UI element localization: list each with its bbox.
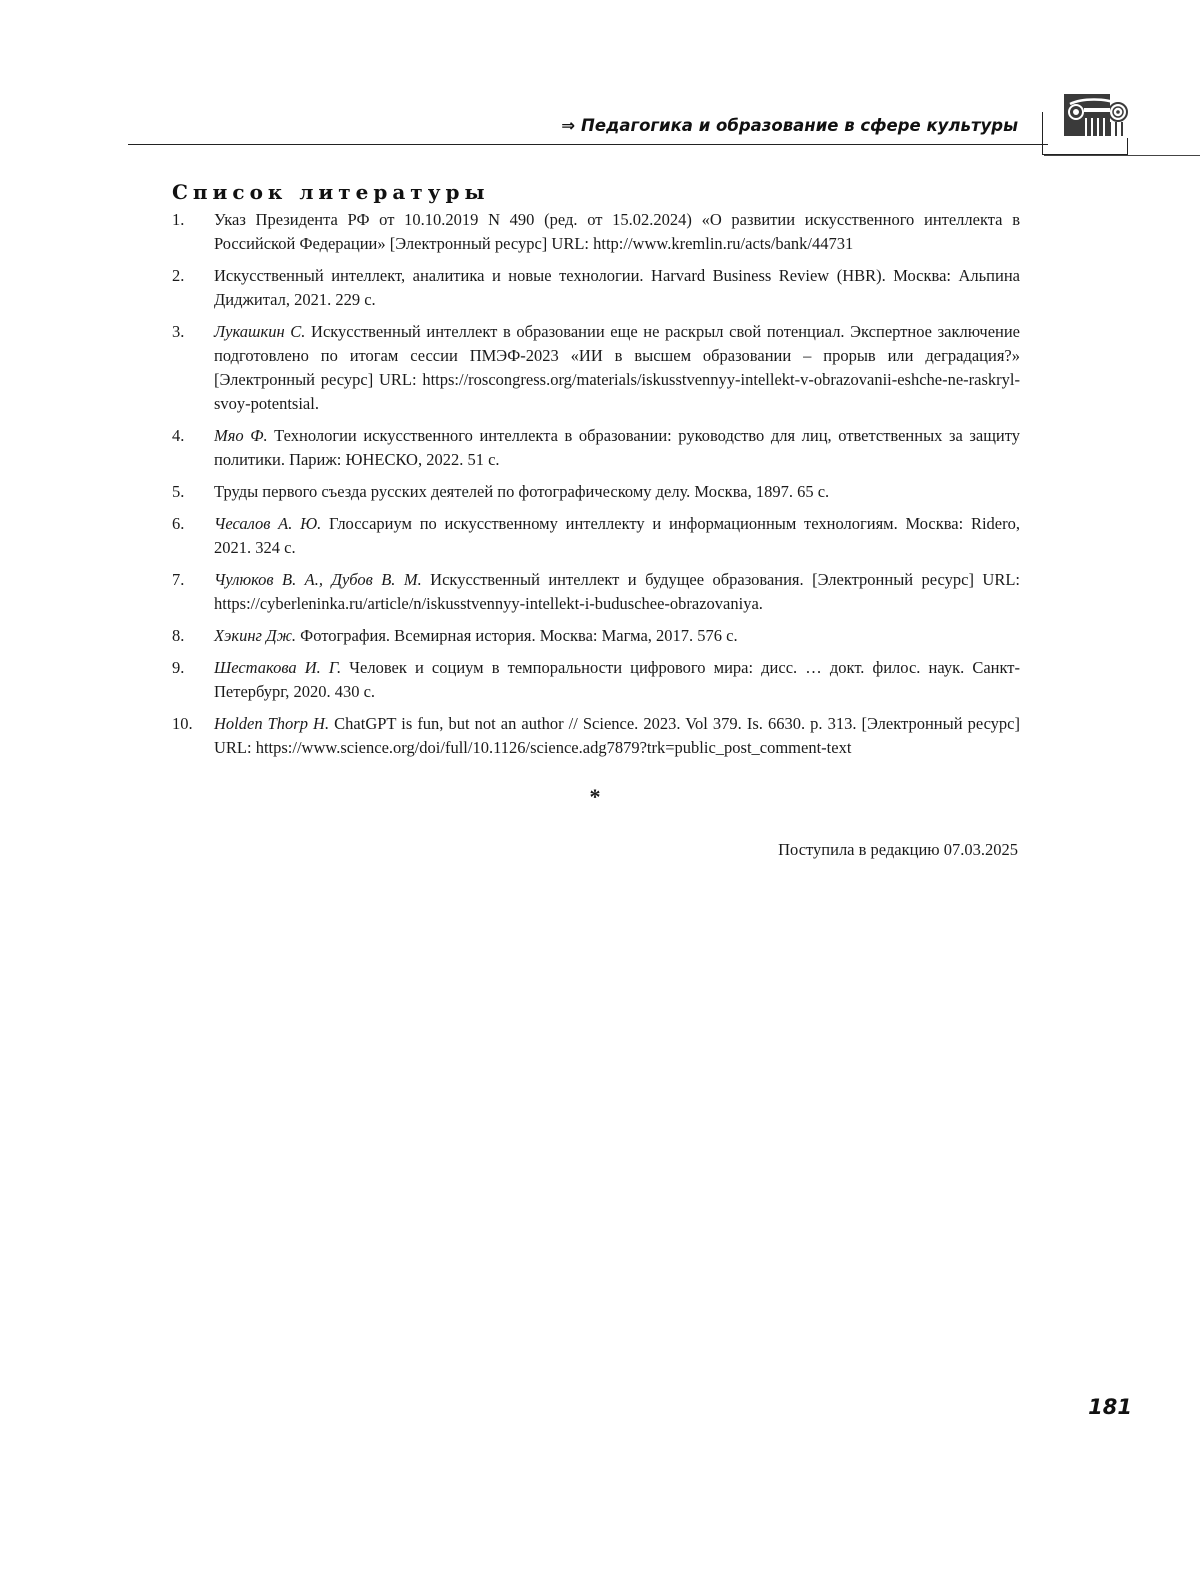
- reference-author: Шестакова И. Г.: [214, 658, 342, 677]
- reference-number: 3.: [172, 322, 185, 341]
- reference-number: 8.: [172, 626, 185, 645]
- reference-item: [172, 208, 1020, 256]
- reference-text: Искусственный интеллект в образовании еще не раскрыл свой потенциал. Экспертное заключение подготовлено по итогам сессии ПМЭФ-2023 «ИИ в высшем образовании – прорыв или деградация?» [Электронный ресурс] URL: https://roscongress.org/materials/iskusstvennyy-intellekt-v-obrazovanii-eshche-ne-raskryl-svoy-potentsial.: [214, 322, 1021, 413]
- ionic-capital-logo-icon: [1062, 92, 1132, 138]
- reference-item: [172, 424, 1020, 472]
- reference-text: ChatGPT is fun, but not an author // Science. 2023. Vol 379. Is. 6630. p. 313. [Электронный ресурс] URL: https://www.science.org/doi/full/10.1126/science.adg7879?trk=public_post_comment-text: [214, 714, 1020, 757]
- reference-item: [172, 264, 1020, 312]
- reference-text: Указ Президента РФ от 10.10.2019 N 490 (ред. от 15.02.2024) «О развитии искусственного интеллекта в Российской Федерации» [Электронный ресурс] URL: http://www.kremlin.ru/acts/bank/44731: [214, 210, 1020, 253]
- received-date: Поступила в редакцию 07.03.2025: [778, 840, 1018, 859]
- reference-author: Чулюков В. А., Дубов В. М.: [214, 570, 422, 589]
- reference-number: 10.: [172, 714, 193, 733]
- reference-author: Мяо Ф.: [214, 426, 268, 445]
- section-separator: *: [589, 784, 601, 809]
- reference-text: Искусственный интеллект, аналитика и новые технологии. Harvard Business Review (HBR). Москва: Альпина Диджитал, 2021. 229 с.: [214, 266, 1020, 309]
- reference-number: 6.: [172, 514, 185, 533]
- reference-item: [172, 512, 1020, 560]
- reference-item: [172, 624, 1020, 648]
- reference-number: 7.: [172, 570, 185, 589]
- reference-text: Труды первого съезда русских деятелей по фотографическому делу. Москва, 1897. 65 с.: [214, 482, 830, 501]
- reference-item: [172, 712, 1020, 760]
- reference-item: [172, 656, 1020, 704]
- reference-author: Чесалов А. Ю.: [214, 514, 322, 533]
- section-title: Список литературы: [172, 180, 490, 204]
- reference-number: 1.: [172, 210, 185, 229]
- reference-text: Технологии искусственного интеллекта в образовании: руководство для лиц, ответственных за защиту политики. Париж: ЮНЕСКО, 2022. 51 с.: [214, 426, 1020, 469]
- reference-author: Holden Thorp H.: [214, 714, 330, 733]
- running-head: [561, 116, 1018, 135]
- reference-item: [172, 320, 1020, 416]
- reference-text: Искусственный интеллект и будущее образования. [Электронный ресурс] URL: https://cyberleninka.ru/article/n/iskusstvennyy-intellekt-i-buduschee-obrazovaniya.: [214, 570, 1020, 613]
- reference-item: [172, 568, 1020, 616]
- reference-number: 2.: [172, 266, 185, 285]
- reference-number: 4.: [172, 426, 185, 445]
- reference-item: [172, 480, 1020, 504]
- header-rule-right: [1044, 155, 1200, 156]
- reference-author: Хэкинг Дж.: [214, 626, 297, 645]
- reference-text: Глоссариум по искусственному интеллекту и информационным технологиям. Москва: Ridero, 2021. 324 с.: [214, 514, 1020, 557]
- header-rule: [128, 144, 1048, 145]
- reference-author: Лукашкин С.: [214, 322, 306, 341]
- reference-number: 9.: [172, 658, 185, 677]
- page-number: 181: [1088, 1395, 1132, 1419]
- reference-list: [172, 208, 1020, 768]
- running-head-title: Педагогика и образование в сфере культуры: [581, 116, 1018, 135]
- reference-number: 5.: [172, 482, 185, 501]
- double-arrow-icon: ⇒: [561, 116, 576, 135]
- reference-text: Человек и социум в темпоральности цифрового мира: дисс. … докт. филос. наук. Санкт-Петербург, 2020. 430 с.: [214, 658, 1020, 701]
- reference-text: Фотография. Всемирная история. Москва: Магма, 2017. 576 с.: [296, 626, 738, 645]
